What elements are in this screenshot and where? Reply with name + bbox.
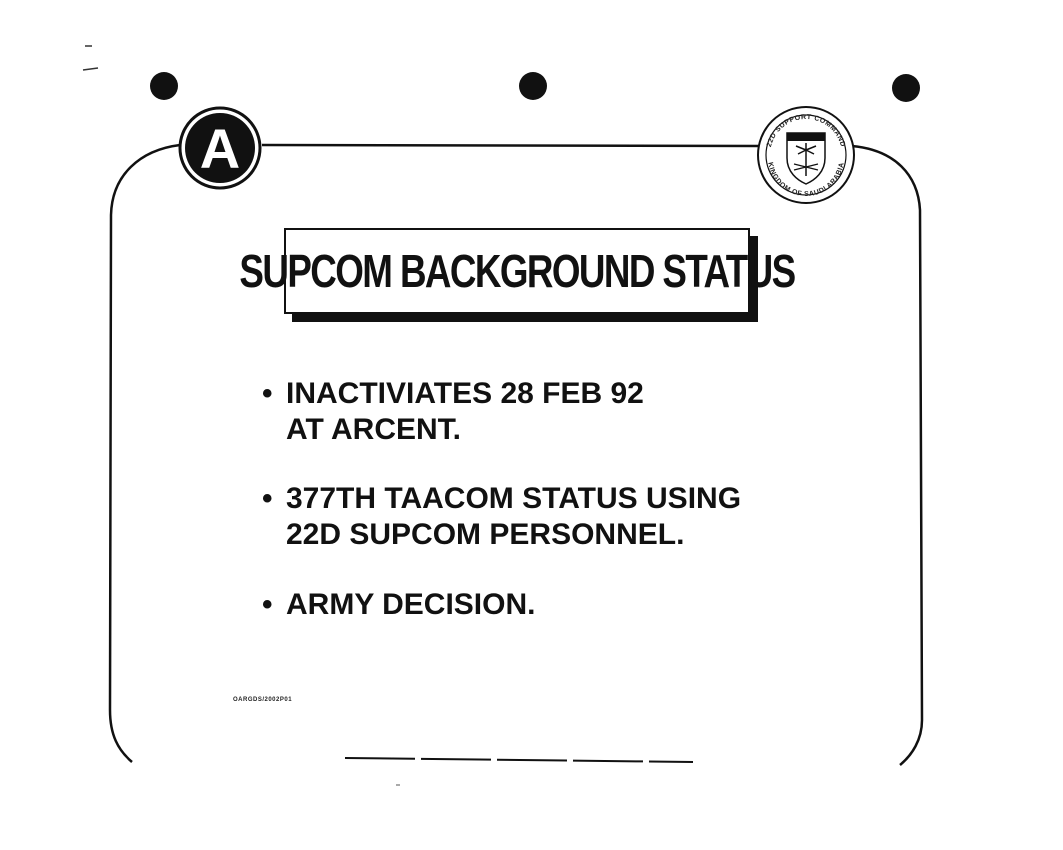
document-code: OARGDS/2002P01: [233, 697, 293, 703]
bullet-marker: •: [262, 377, 273, 410]
binder-hole-right: [892, 74, 920, 102]
list-item: [262, 481, 741, 553]
bullet-marker: •: [262, 588, 273, 621]
seal-text-top: 22D SUPPORT COMMAND: [765, 113, 847, 148]
bullet-line: 22D SUPCOM PERSONNEL.: [286, 518, 685, 551]
bullet-line: AT ARCENT.: [286, 413, 461, 446]
bullet-marker: •: [262, 482, 273, 515]
binder-hole-center: [519, 72, 547, 100]
list-item: [262, 376, 644, 448]
seal-text-bottom: KINGDOM OF SAUDI ARABIA: [766, 161, 846, 199]
bottom-rule: [345, 758, 693, 762]
logo-letter: A: [199, 117, 241, 180]
support-command-seal-icon: [758, 107, 854, 203]
list-item: [262, 587, 535, 623]
bullet-line: 377TH TAACOM STATUS USING: [286, 482, 742, 515]
bullet-line: ARMY DECISION.: [286, 588, 536, 621]
title-box: [239, 228, 795, 314]
page-title: SUPCOM BACKGROUND STATUS: [239, 245, 795, 297]
scan-mark: [83, 68, 98, 70]
binder-hole-left: [150, 72, 178, 100]
bullet-line: INACTIVIATES 28 FEB 92: [286, 377, 644, 410]
a-logo-icon: [180, 108, 260, 188]
